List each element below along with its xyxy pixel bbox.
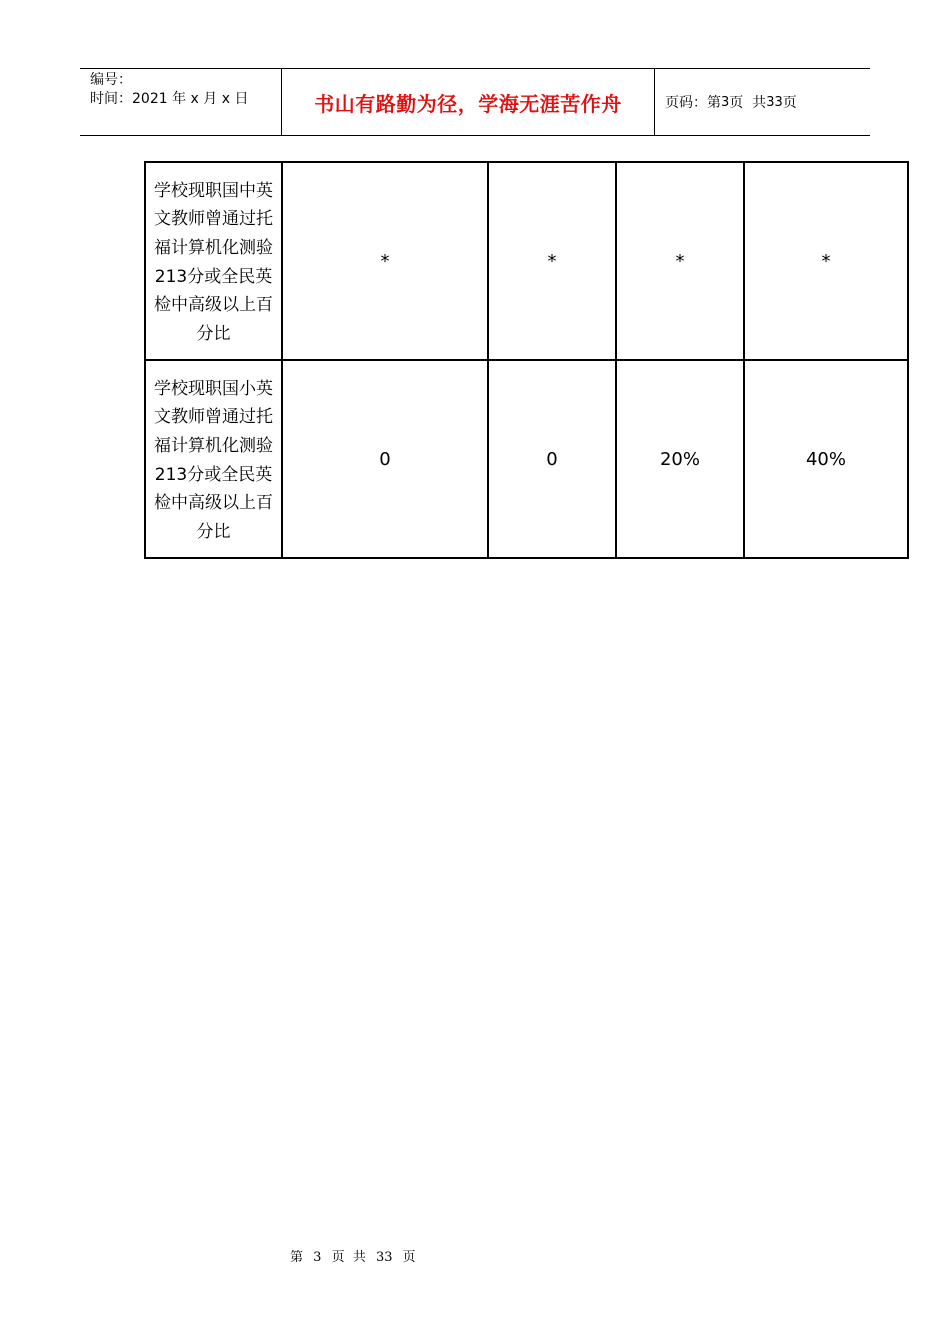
motto-text: 书山有路勤为径，学海无涯苦作舟 <box>314 91 622 116</box>
table-row <box>145 360 908 558</box>
page-label: 页码：第 <box>665 95 721 111</box>
header-meta <box>80 69 282 135</box>
table-cell: 0 <box>488 360 616 558</box>
footer-page: 3 <box>313 1250 322 1265</box>
number-label: 编号： <box>90 72 132 88</box>
table-cell: * <box>282 162 488 360</box>
table-cell: * <box>616 162 744 360</box>
page-footer <box>0 1246 950 1265</box>
page-total: 33 <box>766 94 783 110</box>
date-label: 时间：2021 年 x 月 x 日 <box>90 91 249 107</box>
table-cell: * <box>488 162 616 360</box>
page-number: 3 <box>721 94 730 110</box>
footer-total: 33 <box>375 1250 393 1265</box>
row-label: 学校现职国小英文教师曾通过托福计算机化测验213分或全民英检中高级以上百分比 <box>145 360 282 558</box>
table-row <box>145 162 908 360</box>
header-page-info <box>655 69 870 135</box>
table-cell: 20% <box>616 360 744 558</box>
footer-mid: 页 共 <box>331 1250 366 1265</box>
table-cell: * <box>744 162 908 360</box>
page-header <box>80 68 870 136</box>
table-cell: 0 <box>282 360 488 558</box>
page-end: 页 <box>782 95 797 111</box>
row-label: 学校现职国中英文教师曾通过托福计算机化测验213分或全民英检中高级以上百分比 <box>145 162 282 360</box>
page-mid: 页 共 <box>729 95 767 111</box>
table-cell: 40% <box>744 360 908 558</box>
footer-prefix: 第 <box>290 1250 304 1265</box>
footer-suffix: 页 <box>402 1250 416 1265</box>
header-motto-cell <box>282 69 655 135</box>
data-table <box>144 161 909 559</box>
